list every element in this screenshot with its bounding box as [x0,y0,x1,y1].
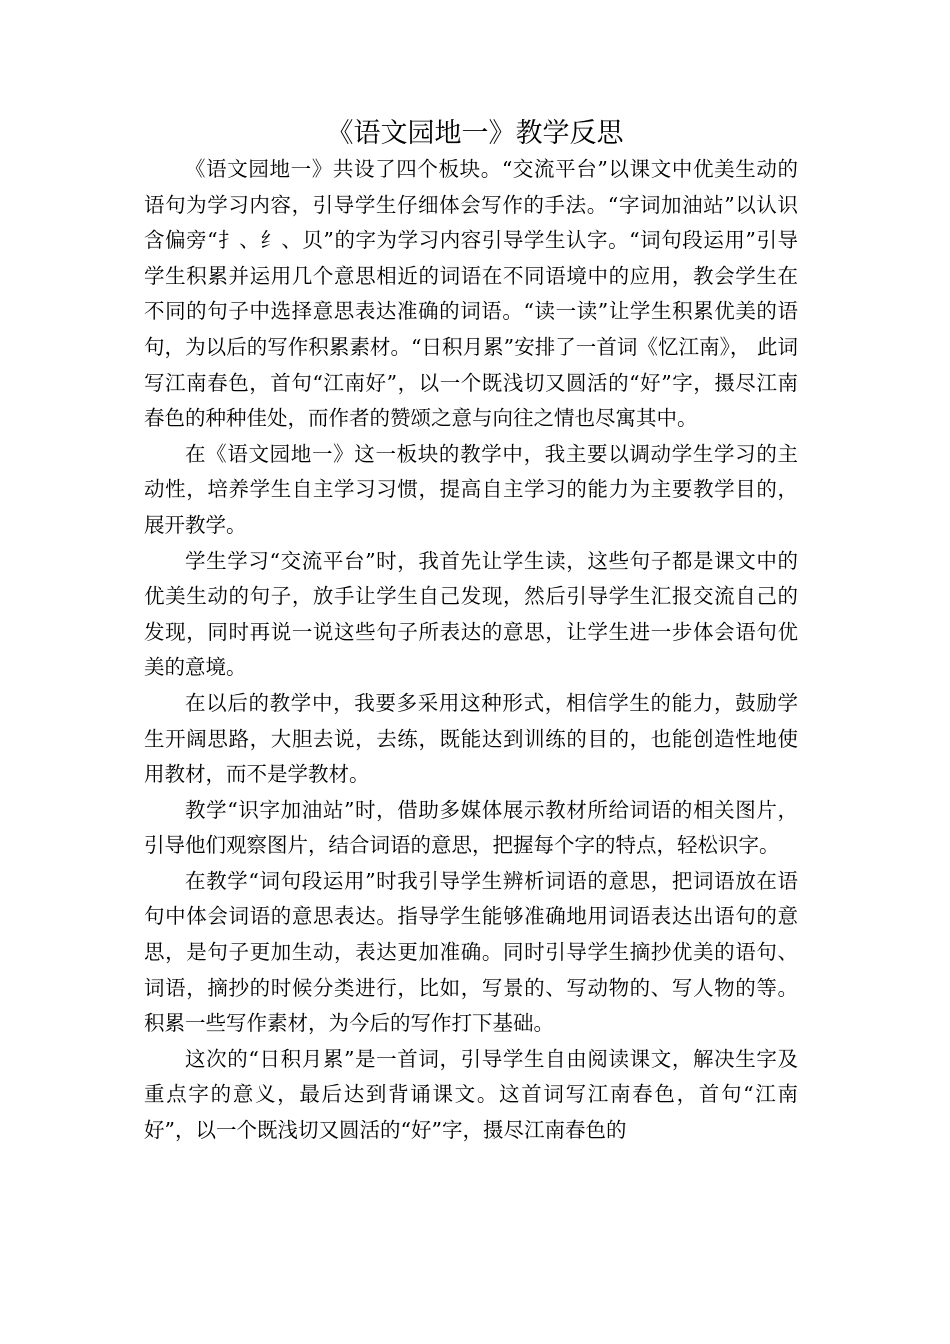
document-body [144,152,798,1149]
paragraph-exchange-platform: 学生学习“交流平台”时，我首先让学生读，这些句子都是课文中的优美生动的句子，放手让学生自己发现，然后引导学生汇报交流自己的发现，同时再说一说这些句子所表达的意思，让学生进一步体会语句优美的意境。 [144,548,798,680]
paragraph-overview: 《语文园地一》共设了四个板块。“交流平台”以课文中优美生动的语句为学习内容，引导学生仔细体会写作的手法。“字词加油站”以认识含偏旁“扌、纟、贝”的字为学习内容引导学生认字。“词句段运用”引导学生积累并运用几个意思相近的词语在不同语境中的应用，教会学生在不同的句子中选择意思表达准确的词语。“读一读”让学生积累优美的语句，为以后的写作积累素材。“日积月累”安排了一首词《忆江南》， 此词写江南春色，首句“江南好”，以一个既浅切又圆活的“好”字，摄尽江南春色的种种佳处，而作者的赞颂之意与向往之情也尽寓其中。 [144,157,798,431]
paragraph-word-usage: 在教学“词句段运用”时我引导学生辨析词语的意思，把词语放在语句中体会词语的意思表达。指导学生能够准确地用词语表达出语句的意思，是句子更加生动，表达更加准确。同时引导学生摘抄优美的语句、词语，摘抄的时候分类进行，比如，写景的、写动物的、写人物的等。积累一些写作素材，为今后的写作打下基础。 [144,868,798,1036]
paragraph-future-teaching: 在以后的教学中，我要多采用这种形式，相信学生的能力，鼓励学生开阔思路，大胆去说，去练，既能达到训练的目的，也能创造性地使用教材，而不是学教材。 [144,690,798,787]
paragraph-daily-accumulation: 这次的“日积月累”是一首词，引导学生自由阅读课文，解决生字及重点字的意义，最后达到背诵课文。这首词写江南春色，首句“江南好”，以一个既浅切又圆活的“好”字，摄尽江南春色的 [144,1046,798,1143]
paragraph-teaching-goal: 在《语文园地一》这一板块的教学中，我主要以调动学生学习的主动性，培养学生自主学习习惯，提高自主学习的能力为主要教学目的，展开教学。 [144,441,798,537]
paragraph-literacy-station: 教学“识字加油站”时，借助多媒体展示教材所给词语的相关图片，引导他们观察图片，结合词语的意思，把握每个字的特点，轻松识字。 [144,797,798,858]
document-title: 《语文园地一》教学反思 [326,118,624,149]
